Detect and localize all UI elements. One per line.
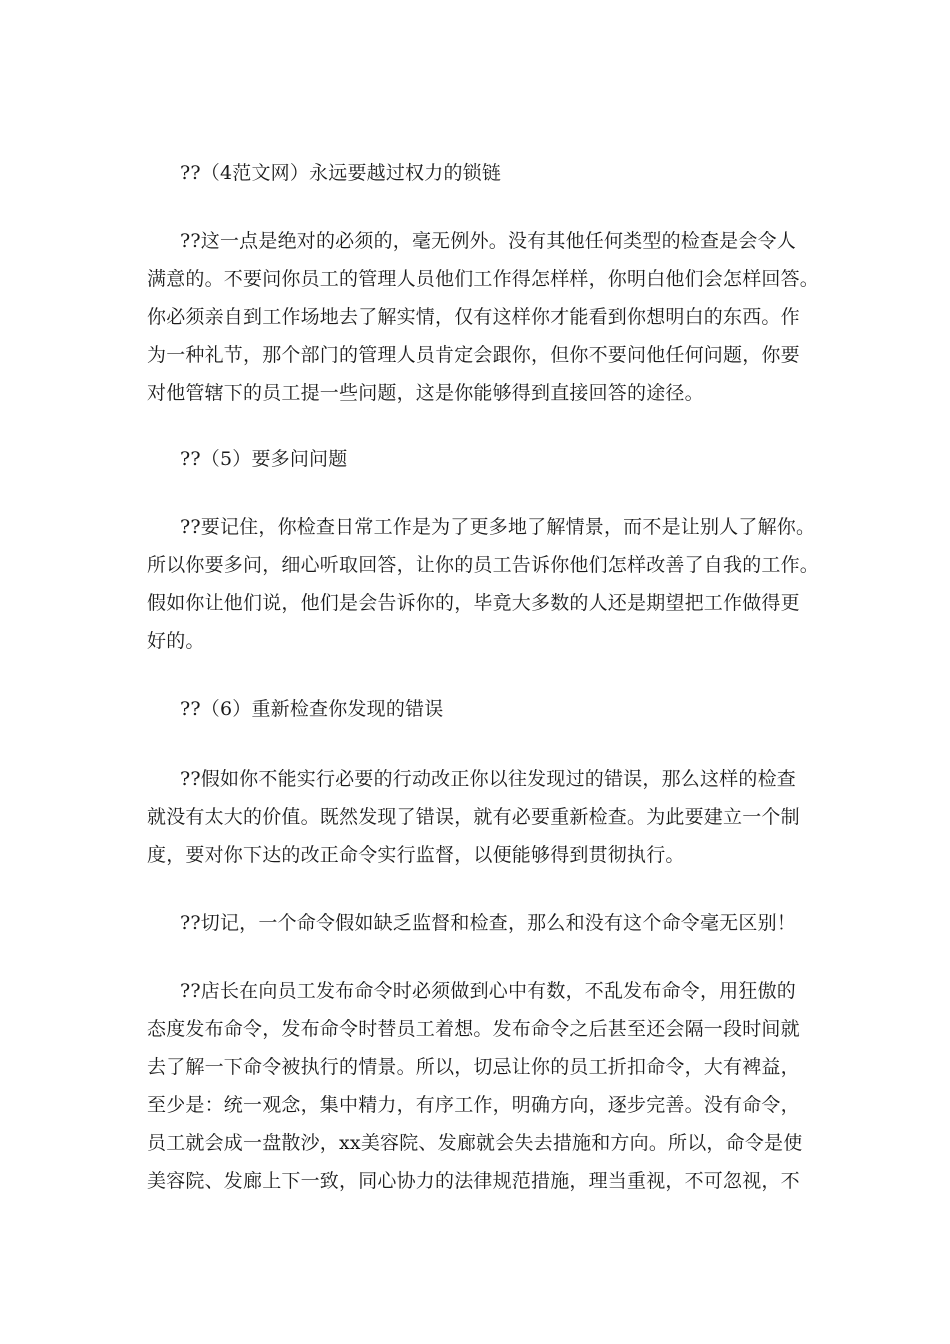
heading-text: ??（4范文网）永远要越过权力的锁链 [180, 162, 502, 184]
paragraph-line: 美容院、发廊上下一致，同心协力的法律规范措施，理当重视，不可忽视，不 [147, 1170, 800, 1192]
paragraph-line: 对他管辖下的员工提一些问题，这是你能够得到直接回答的途径。 [147, 382, 704, 404]
paragraph-line: ??店长在向员工发布命令时必须做到心中有数，不乱发布命令，用狂傲的 [180, 980, 796, 1002]
paragraph-line: 度，要对你下达的改正命令实行监督，以便能够得到贯彻执行。 [147, 844, 685, 866]
paragraph-line: ??切记，一个命令假如缺乏监督和检查，那么和没有这个命令毫无区别！ [180, 912, 796, 934]
paragraph-line: 假如你让他们说，他们是会告诉你的，毕竟大多数的人还是期望把工作做得更 [147, 592, 800, 614]
heading-text: ??（5）要多问问题 [180, 448, 348, 470]
paragraph-line: ??这一点是绝对的必须的，毫无例外。没有其他任何类型的检查是会令人 [180, 230, 796, 252]
paragraph-line: 所以你要多问，细心听取回答，让你的员工告诉你他们怎样改善了自我的工作。 [147, 554, 820, 576]
paragraph-line: 员工就会成一盘散沙，xx美容院、发廊就会失去措施和方向。所以，命令是使 [147, 1132, 803, 1154]
paragraph-line: 好的。 [147, 630, 205, 652]
section-heading-6 [180, 690, 810, 728]
paragraph-2 [147, 508, 820, 660]
heading-text: ??（6）重新检查你发现的错误 [180, 698, 444, 720]
paragraph-line: 你必须亲自到工作场地去了解实情，仅有这样你才能看到你想明白的东西。作 [147, 306, 800, 328]
paragraph-1 [147, 222, 820, 412]
paragraph-line: ??假如你不能实行必要的行动改正你以往发现过的错误，那么这样的检查 [180, 768, 796, 790]
section-heading-5 [180, 440, 810, 478]
paragraph-5 [147, 972, 807, 1200]
paragraph-line: 就没有太大的价值。既然发现了错误，就有必要重新检查。为此要建立一个制 [147, 806, 800, 828]
paragraph-line: 满意的。不要问你员工的管理人员他们工作得怎样样，你明白他们会怎样回答。 [147, 268, 820, 290]
paragraph-4 [147, 904, 807, 942]
section-heading-4 [180, 154, 810, 192]
paragraph-line: 去了解一下命令被执行的情景。所以，切忌让你的员工折扣命令，大有裨益， [147, 1056, 800, 1078]
paragraph-3 [147, 760, 807, 874]
paragraph-line: 至少是：统一观念，集中精力，有序工作，明确方向，逐步完善。没有命令， [147, 1094, 800, 1116]
paragraph-line: 态度发布命令，发布命令时替员工着想。发布命令之后甚至还会隔一段时间就 [147, 1018, 800, 1040]
paragraph-line: ??要记住，你检查日常工作是为了更多地了解情景，而不是让别人了解你。 [180, 516, 816, 538]
paragraph-line: 为一种礼节，那个部门的管理人员肯定会跟你，但你不要问他任何问题，你要 [147, 344, 800, 366]
